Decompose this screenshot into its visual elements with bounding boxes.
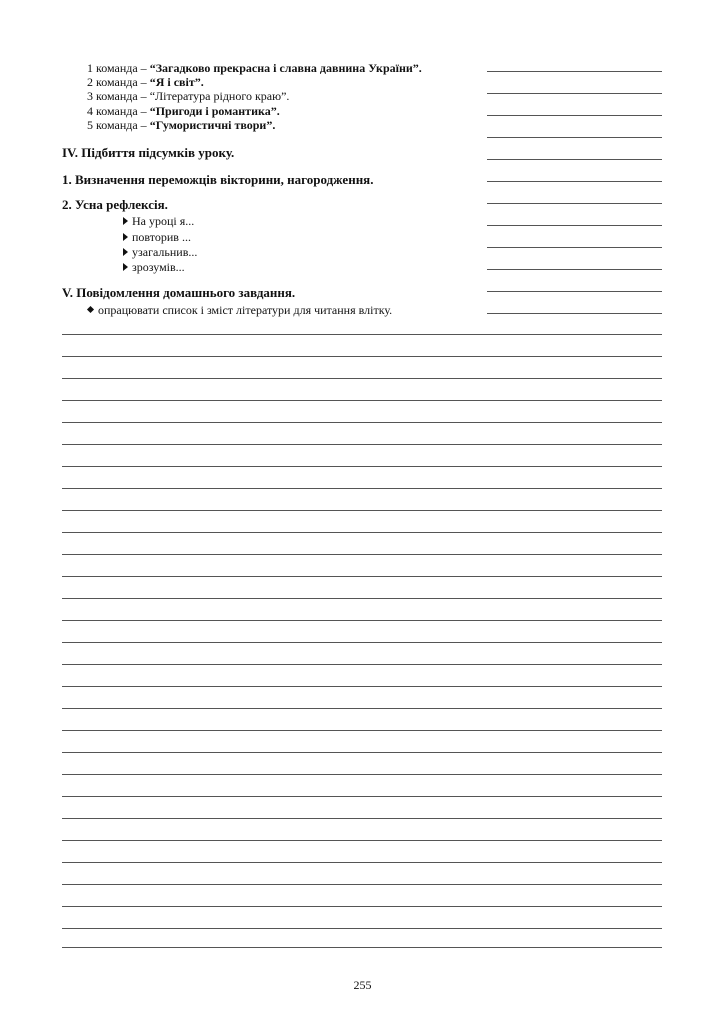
reflection-text: повторив ... — [132, 230, 191, 244]
reflection-text: зрозумів... — [132, 260, 185, 274]
writing-line — [487, 159, 662, 160]
team-4-title: “Пригоди і романтика”. — [149, 104, 280, 118]
writing-line — [62, 730, 662, 731]
writing-line — [62, 708, 662, 709]
writing-line — [487, 247, 662, 248]
team-5 — [87, 118, 275, 132]
bullet-triangle-icon — [123, 233, 128, 241]
writing-line — [487, 225, 662, 226]
team-3-prefix: 3 команда – — [87, 89, 150, 103]
writing-line — [62, 862, 662, 863]
writing-line — [487, 203, 662, 204]
team-5-prefix: 5 команда – — [87, 118, 150, 132]
writing-line — [62, 840, 662, 841]
team-5-title: “Гумористичні твори”. — [149, 118, 276, 132]
writing-line — [487, 181, 662, 182]
section-5-heading: V. Повідомлення домашнього завдання. — [62, 285, 296, 300]
writing-line — [487, 115, 662, 116]
writing-line — [62, 818, 662, 819]
team-1 — [87, 61, 422, 75]
writing-line — [62, 906, 662, 907]
reflection-text: На уроці я... — [132, 214, 195, 228]
item-1-heading: 1. Визначення переможців вікторини, нагородження. — [62, 172, 374, 187]
writing-line — [487, 269, 662, 270]
writing-line — [62, 488, 662, 489]
reflection-text: узагальнив... — [132, 245, 198, 259]
writing-line — [62, 620, 662, 621]
homework-item — [88, 303, 392, 318]
writing-line — [62, 642, 662, 643]
reflection-item — [123, 214, 194, 229]
writing-line — [62, 576, 662, 577]
writing-line — [487, 313, 662, 314]
reflection-item — [123, 245, 197, 260]
bullet-diamond-icon — [87, 306, 94, 313]
bullet-triangle-icon — [123, 263, 128, 271]
bullet-triangle-icon — [123, 248, 128, 256]
reflection-item — [123, 260, 185, 275]
writing-line — [62, 466, 662, 467]
page-number: 255 — [353, 978, 372, 992]
bullet-triangle-icon — [123, 217, 128, 225]
writing-line — [487, 291, 662, 292]
team-2-prefix: 2 команда – — [87, 75, 150, 89]
writing-line — [62, 774, 662, 775]
section-4-heading: IV. Підбиття підсумків уроку. — [62, 145, 235, 160]
writing-line — [62, 554, 662, 555]
homework-text: опрацювати список і зміст літератури для читання влітку. — [98, 303, 393, 317]
item-2-heading: 2. Усна рефлексія. — [62, 197, 168, 212]
writing-line — [487, 93, 662, 94]
writing-line — [62, 928, 662, 929]
writing-line — [487, 71, 662, 72]
writing-line — [62, 510, 662, 511]
writing-line — [62, 796, 662, 797]
writing-line — [62, 664, 662, 665]
writing-line — [62, 400, 662, 401]
writing-line — [62, 334, 662, 335]
team-1-title: “Загадково прекрасна і славна давнина України”. — [149, 61, 422, 75]
reflection-item — [123, 230, 191, 245]
writing-line — [62, 356, 662, 357]
writing-line — [62, 422, 662, 423]
team-3 — [87, 89, 289, 103]
writing-line — [62, 752, 662, 753]
team-4-prefix: 4 команда – — [87, 104, 150, 118]
team-2-title: “Я і світ”. — [149, 75, 204, 89]
team-2 — [87, 75, 204, 89]
writing-line — [62, 378, 662, 379]
writing-line — [487, 137, 662, 138]
writing-line — [62, 598, 662, 599]
writing-line — [62, 444, 662, 445]
writing-line — [62, 686, 662, 687]
writing-line — [62, 884, 662, 885]
team-4 — [87, 104, 280, 118]
team-1-prefix: 1 команда – — [87, 61, 150, 75]
writing-line — [62, 947, 662, 948]
team-3-title: “Література рідного краю”. — [149, 89, 290, 103]
writing-line — [62, 532, 662, 533]
